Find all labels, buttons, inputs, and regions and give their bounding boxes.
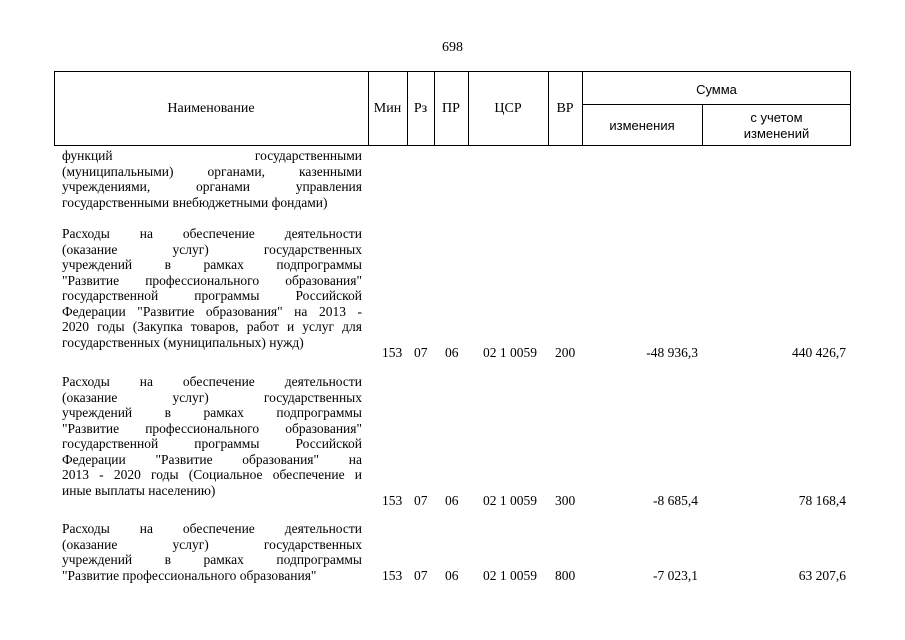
cell-vr: 800 — [555, 568, 576, 583]
cell-change: -7 023,1 — [653, 568, 698, 583]
cell-total: 78 168,4 — [798, 493, 846, 508]
cell-min: 153 — [382, 345, 403, 360]
row-name — [62, 374, 362, 498]
cell-pr: 06 — [445, 345, 459, 360]
row-name — [62, 226, 362, 350]
cell-pr: 06 — [445, 568, 459, 583]
header-change: изменения — [609, 118, 675, 133]
cell-pr: 06 — [445, 493, 459, 508]
header-rz: Рз — [413, 101, 428, 116]
row-name-line: учреждениями, органами управления — [62, 179, 362, 194]
cell-change: -8 685,4 — [653, 493, 698, 508]
row-name-line: Расходы на обеспечение деятельности — [62, 521, 362, 536]
row-name-line: учреждений в рамках подпрограммы — [62, 405, 362, 420]
cell-total: 440 426,7 — [792, 345, 846, 360]
row-name-line: "Развитие профессионального образования" — [62, 420, 362, 436]
cell-vr: 200 — [555, 345, 576, 360]
row-name-line: Федерации "Развитие образования" на 2013 - — [62, 303, 362, 319]
header-csr: ЦСР — [494, 101, 522, 116]
cell-min: 153 — [382, 493, 403, 508]
row-name-line: Федерации "Развитие образования" на — [62, 451, 362, 467]
row-name-line: функций государственными — [62, 148, 362, 163]
row-name-line: иные выплаты населению) — [62, 482, 216, 498]
cell-csr: 02 1 0059 — [483, 493, 537, 508]
row-name-line: Расходы на обеспечение деятельности — [62, 226, 362, 241]
row-name-line: Расходы на обеспечение деятельности — [62, 374, 362, 389]
header-with-change-1: с учетом — [750, 110, 803, 125]
row-name-line: (оказание услуг) государственных — [62, 536, 362, 552]
header-with-change-2: изменений — [743, 126, 810, 141]
sum-divider — [582, 104, 851, 105]
header-pr: ПР — [442, 101, 460, 116]
cell-rz: 07 — [414, 493, 428, 508]
row-name-line: 2013 - 2020 годы (Социальное обеспечение и — [62, 467, 362, 482]
row-name-line: (муниципальными) органами, казенными — [62, 163, 362, 179]
cell-total: 63 207,6 — [798, 568, 846, 583]
row-name-line: учреждений в рамках подпрограммы — [62, 552, 362, 567]
cell-rz: 07 — [414, 345, 428, 360]
header-sum: Сумма — [696, 82, 737, 97]
row-name-line: 2020 годы (Закупка товаров, работ и услуг для — [62, 319, 362, 334]
cell-vr: 300 — [555, 493, 576, 508]
cell-change: -48 936,3 — [646, 345, 698, 360]
row-name-line: "Развитие профессионального образования" — [62, 567, 317, 583]
cell-rz: 07 — [414, 568, 428, 583]
row-name-line: "Развитие профессионального образования" — [62, 272, 362, 288]
row-name-line: государственных (муниципальных) нужд) — [62, 334, 304, 350]
cell-min: 153 — [382, 568, 403, 583]
row-name-line: государственной программы Российской — [62, 436, 362, 451]
row-name — [62, 521, 362, 583]
row-name-line: государственными внебюджетными фондами) — [62, 194, 328, 210]
page-number: 698 — [442, 40, 463, 55]
cell-csr: 02 1 0059 — [483, 568, 537, 583]
header-name: Наименование — [167, 101, 255, 116]
cell-csr: 02 1 0059 — [483, 345, 537, 360]
row-name-line: учреждений в рамках подпрограммы — [62, 257, 362, 272]
row-name — [62, 148, 362, 210]
header-min: Мин — [373, 101, 402, 116]
row-name-line: (оказание услуг) государственных — [62, 241, 362, 257]
header-vr: ВР — [556, 101, 574, 116]
row-name-line: (оказание услуг) государственных — [62, 389, 362, 405]
row-name-line: государственной программы Российской — [62, 288, 362, 303]
